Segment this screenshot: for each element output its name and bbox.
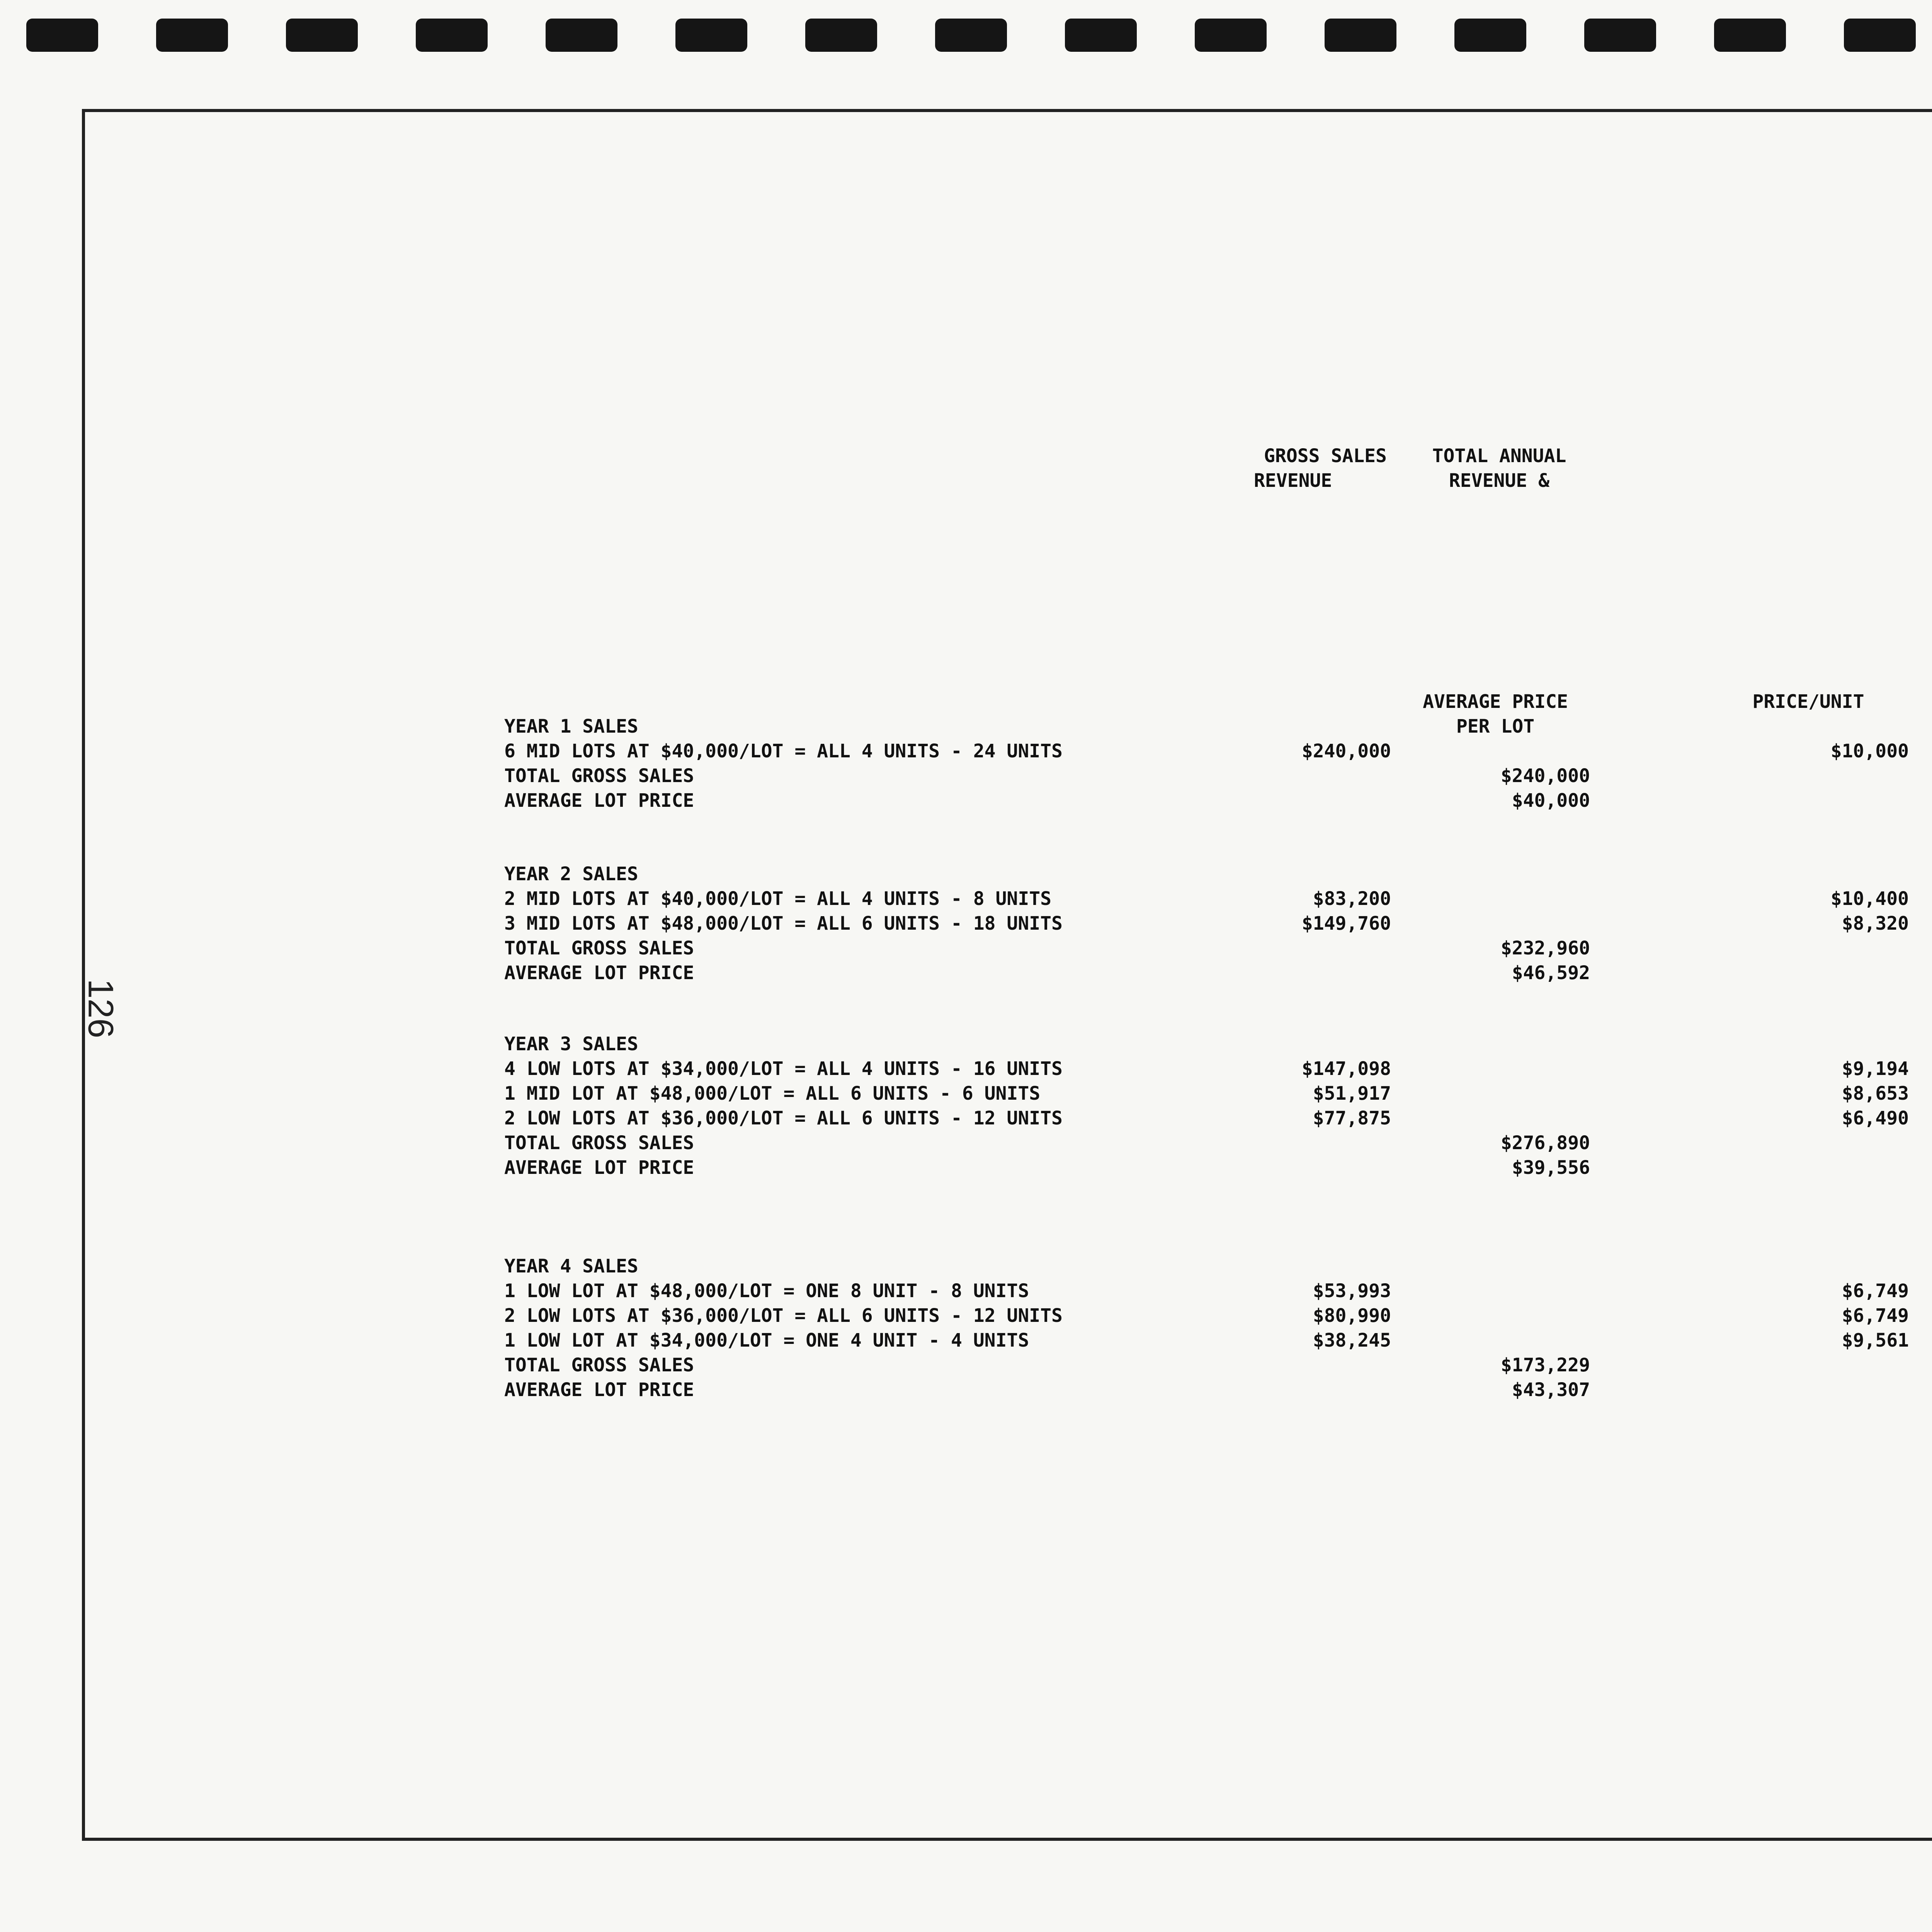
price-per-unit-value: $9,194	[1842, 1058, 1909, 1080]
table-row	[0, 1303, 1932, 1328]
binding-hole	[1454, 19, 1526, 52]
price-per-unit-value: $6,490	[1842, 1107, 1909, 1129]
table-row	[0, 1131, 1932, 1155]
table-row	[0, 1353, 1932, 1378]
binding-hole	[26, 19, 98, 52]
table-row	[0, 739, 1932, 764]
table-row	[0, 1155, 1932, 1180]
table-row	[0, 788, 1932, 813]
header-price-unit	[1700, 689, 1917, 714]
table-row	[0, 1056, 1932, 1081]
row-description: 1 LOW LOT AT $48,000/LOT = ONE 8 UNIT - 8 UNITS	[504, 1280, 1029, 1302]
table-row	[0, 911, 1932, 936]
row-description: AVERAGE LOT PRICE	[504, 1379, 694, 1401]
table-row	[0, 764, 1932, 788]
row-description: AVERAGE LOT PRICE	[504, 790, 694, 811]
row-description: TOTAL GROSS SALES	[504, 1132, 694, 1154]
row-description: 4 LOW LOTS AT $34,000/LOT = ALL 4 UNITS - 16 UNITS	[504, 1058, 1063, 1080]
header-gross-sales-line1: GROSS SALES	[1264, 445, 1387, 467]
binding-hole	[935, 19, 1007, 52]
header-total-annual-line2: REVENUE &	[1449, 470, 1550, 492]
page-number: 126	[81, 979, 121, 1038]
row-description: YEAR 3 SALES	[504, 1033, 638, 1055]
row-description: 1 LOW LOT AT $34,000/LOT = ONE 4 UNIT - 4 UNITS	[504, 1330, 1029, 1351]
table-row	[0, 1378, 1932, 1402]
table-row	[0, 886, 1932, 911]
row-description: YEAR 1 SALES	[504, 716, 638, 737]
row-description: 3 MID LOTS AT $48,000/LOT = ALL 6 UNITS - 18 UNITS	[504, 913, 1063, 934]
row-description: AVERAGE LOT PRICE	[504, 962, 694, 984]
row-description: 2 LOW LOTS AT $36,000/LOT = ALL 6 UNITS - 12 UNITS	[504, 1305, 1063, 1327]
binding-hole	[286, 19, 358, 52]
gross-sales-value: $83,200	[1313, 888, 1391, 910]
binding-hole	[1325, 19, 1396, 52]
binding-hole	[416, 19, 488, 52]
gross-sales-value: $149,760	[1301, 913, 1391, 934]
table-row	[0, 1279, 1932, 1303]
table-row	[0, 936, 1932, 961]
price-per-unit-value: $10,400	[1830, 888, 1909, 910]
total-revenue-value: $276,890	[1500, 1132, 1590, 1154]
table-row	[0, 1254, 1932, 1279]
total-revenue-value: $39,556	[1512, 1157, 1590, 1179]
header-total-annual	[1391, 444, 1607, 493]
row-description: YEAR 4 SALES	[504, 1255, 638, 1277]
binding-hole	[675, 19, 747, 52]
row-description: TOTAL GROSS SALES	[504, 937, 694, 959]
binding-hole	[1844, 19, 1916, 52]
gross-sales-value: $77,875	[1313, 1107, 1391, 1129]
binding-hole	[156, 19, 228, 52]
price-per-unit-value: $9,561	[1842, 1330, 1909, 1351]
row-description: YEAR 2 SALES	[504, 863, 638, 885]
table-row	[0, 862, 1932, 886]
row-description: AVERAGE LOT PRICE	[504, 1157, 694, 1179]
total-revenue-value: $232,960	[1500, 937, 1590, 959]
table-row	[0, 961, 1932, 985]
binding-hole	[1584, 19, 1656, 52]
header-total-annual-line1: TOTAL ANNUAL	[1432, 445, 1566, 467]
row-description: TOTAL GROSS SALES	[504, 1354, 694, 1376]
binding-hole	[1714, 19, 1786, 52]
header-price-unit-line1: PRICE/UNIT	[1752, 691, 1864, 713]
gross-sales-value: $240,000	[1301, 740, 1391, 762]
price-per-unit-value: $6,749	[1842, 1280, 1909, 1302]
price-per-unit-value: $10,000	[1830, 740, 1909, 762]
table-row	[0, 1106, 1932, 1131]
header-average-price-line2: PER LOT	[1456, 716, 1535, 737]
total-revenue-value: $173,229	[1500, 1354, 1590, 1376]
total-revenue-value: $40,000	[1512, 790, 1590, 811]
table-row	[0, 714, 1932, 739]
row-description: 2 LOW LOTS AT $36,000/LOT = ALL 6 UNITS - 12 UNITS	[504, 1107, 1063, 1129]
header-gross-sales-line2: REVENUE	[1254, 470, 1332, 492]
binding-holes	[0, 19, 1932, 53]
header-average-price-line1: AVERAGE PRICE	[1423, 691, 1568, 713]
row-description: TOTAL GROSS SALES	[504, 765, 694, 787]
price-per-unit-value: $8,320	[1842, 913, 1909, 934]
binding-hole	[546, 19, 617, 52]
total-revenue-value: $46,592	[1512, 962, 1590, 984]
row-description: 6 MID LOTS AT $40,000/LOT = ALL 4 UNITS - 24 UNITS	[504, 740, 1063, 762]
binding-hole	[805, 19, 877, 52]
row-description: 2 MID LOTS AT $40,000/LOT = ALL 4 UNITS - 8 UNITS	[504, 888, 1052, 910]
table-row	[0, 1328, 1932, 1353]
gross-sales-value: $53,993	[1313, 1280, 1391, 1302]
table-row	[0, 1032, 1932, 1056]
binding-hole	[1065, 19, 1137, 52]
row-description: 1 MID LOT AT $48,000/LOT = ALL 6 UNITS - 6 UNITS	[504, 1083, 1041, 1104]
total-revenue-value: $43,307	[1512, 1379, 1590, 1401]
gross-sales-value: $38,245	[1313, 1330, 1391, 1351]
total-revenue-value: $240,000	[1500, 765, 1590, 787]
table-row	[0, 1081, 1932, 1106]
gross-sales-value: $80,990	[1313, 1305, 1391, 1327]
price-per-unit-value: $8,653	[1842, 1083, 1909, 1104]
gross-sales-value: $51,917	[1313, 1083, 1391, 1104]
binding-hole	[1195, 19, 1267, 52]
price-per-unit-value: $6,749	[1842, 1305, 1909, 1327]
gross-sales-value: $147,098	[1301, 1058, 1391, 1080]
